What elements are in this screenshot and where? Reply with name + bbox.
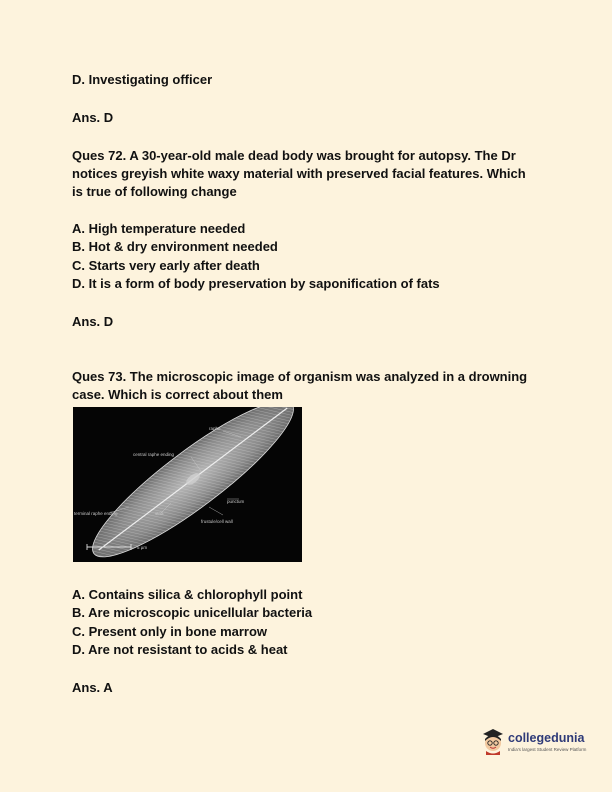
mascot-icon (480, 725, 506, 755)
q73-option-b: B. Are microscopic unicellular bacteria (72, 605, 313, 620)
q71-answer: Ans. D (72, 110, 114, 125)
q72-question-line-2: notices greyish white waxy material with preserved facial features. Which (72, 166, 526, 181)
q72-question-line-1: Ques 72. A 30-year-old male dead body was brought for autopsy. The Dr (72, 148, 516, 163)
collegedunia-logo (480, 722, 600, 762)
q72-question-line-3: is true of following change (72, 184, 237, 199)
q72-answer: Ans. D (72, 314, 114, 329)
q73-question-line-2: case. Which is correct about them (72, 387, 283, 402)
q73-option-c: C. Present only in bone marrow (72, 624, 268, 639)
label-raphe: raphe (209, 426, 221, 431)
diatom-figure-svg (73, 407, 302, 562)
q72-option-d: D. It is a form of body preservation by saponification of fats (72, 276, 440, 291)
diatom-valve (77, 407, 302, 562)
label-central-raphe-ending: central raphe ending (133, 452, 175, 457)
q72-option-c: C. Starts very early after death (72, 258, 260, 273)
label-frustule: frustule/cell wall (201, 519, 233, 524)
q72-option-a: A. High temperature needed (72, 221, 246, 236)
diatom-micrograph (73, 407, 302, 562)
brand-tagline: India's largest Student Review Platform (508, 747, 587, 752)
scale-bar-label: 5 µm (137, 545, 148, 550)
label-stria: stria (155, 511, 164, 516)
label-punctum: punctum (227, 499, 245, 504)
q72-option-b: B. Hot & dry environment needed (72, 239, 278, 254)
label-terminal-raphe-ending: terminal raphe ending (74, 511, 118, 516)
q73-answer: Ans. A (72, 680, 113, 695)
brand-name: collegedunia (508, 731, 585, 745)
q73-question-line-1: Ques 73. The microscopic image of organism was analyzed in a drowning (72, 369, 528, 384)
q73-option-a: A. Contains silica & chlorophyll point (72, 587, 303, 602)
q73-option-d: D. Are not resistant to acids & heat (72, 642, 288, 657)
q71-option-d: D. Investigating officer (72, 72, 213, 87)
